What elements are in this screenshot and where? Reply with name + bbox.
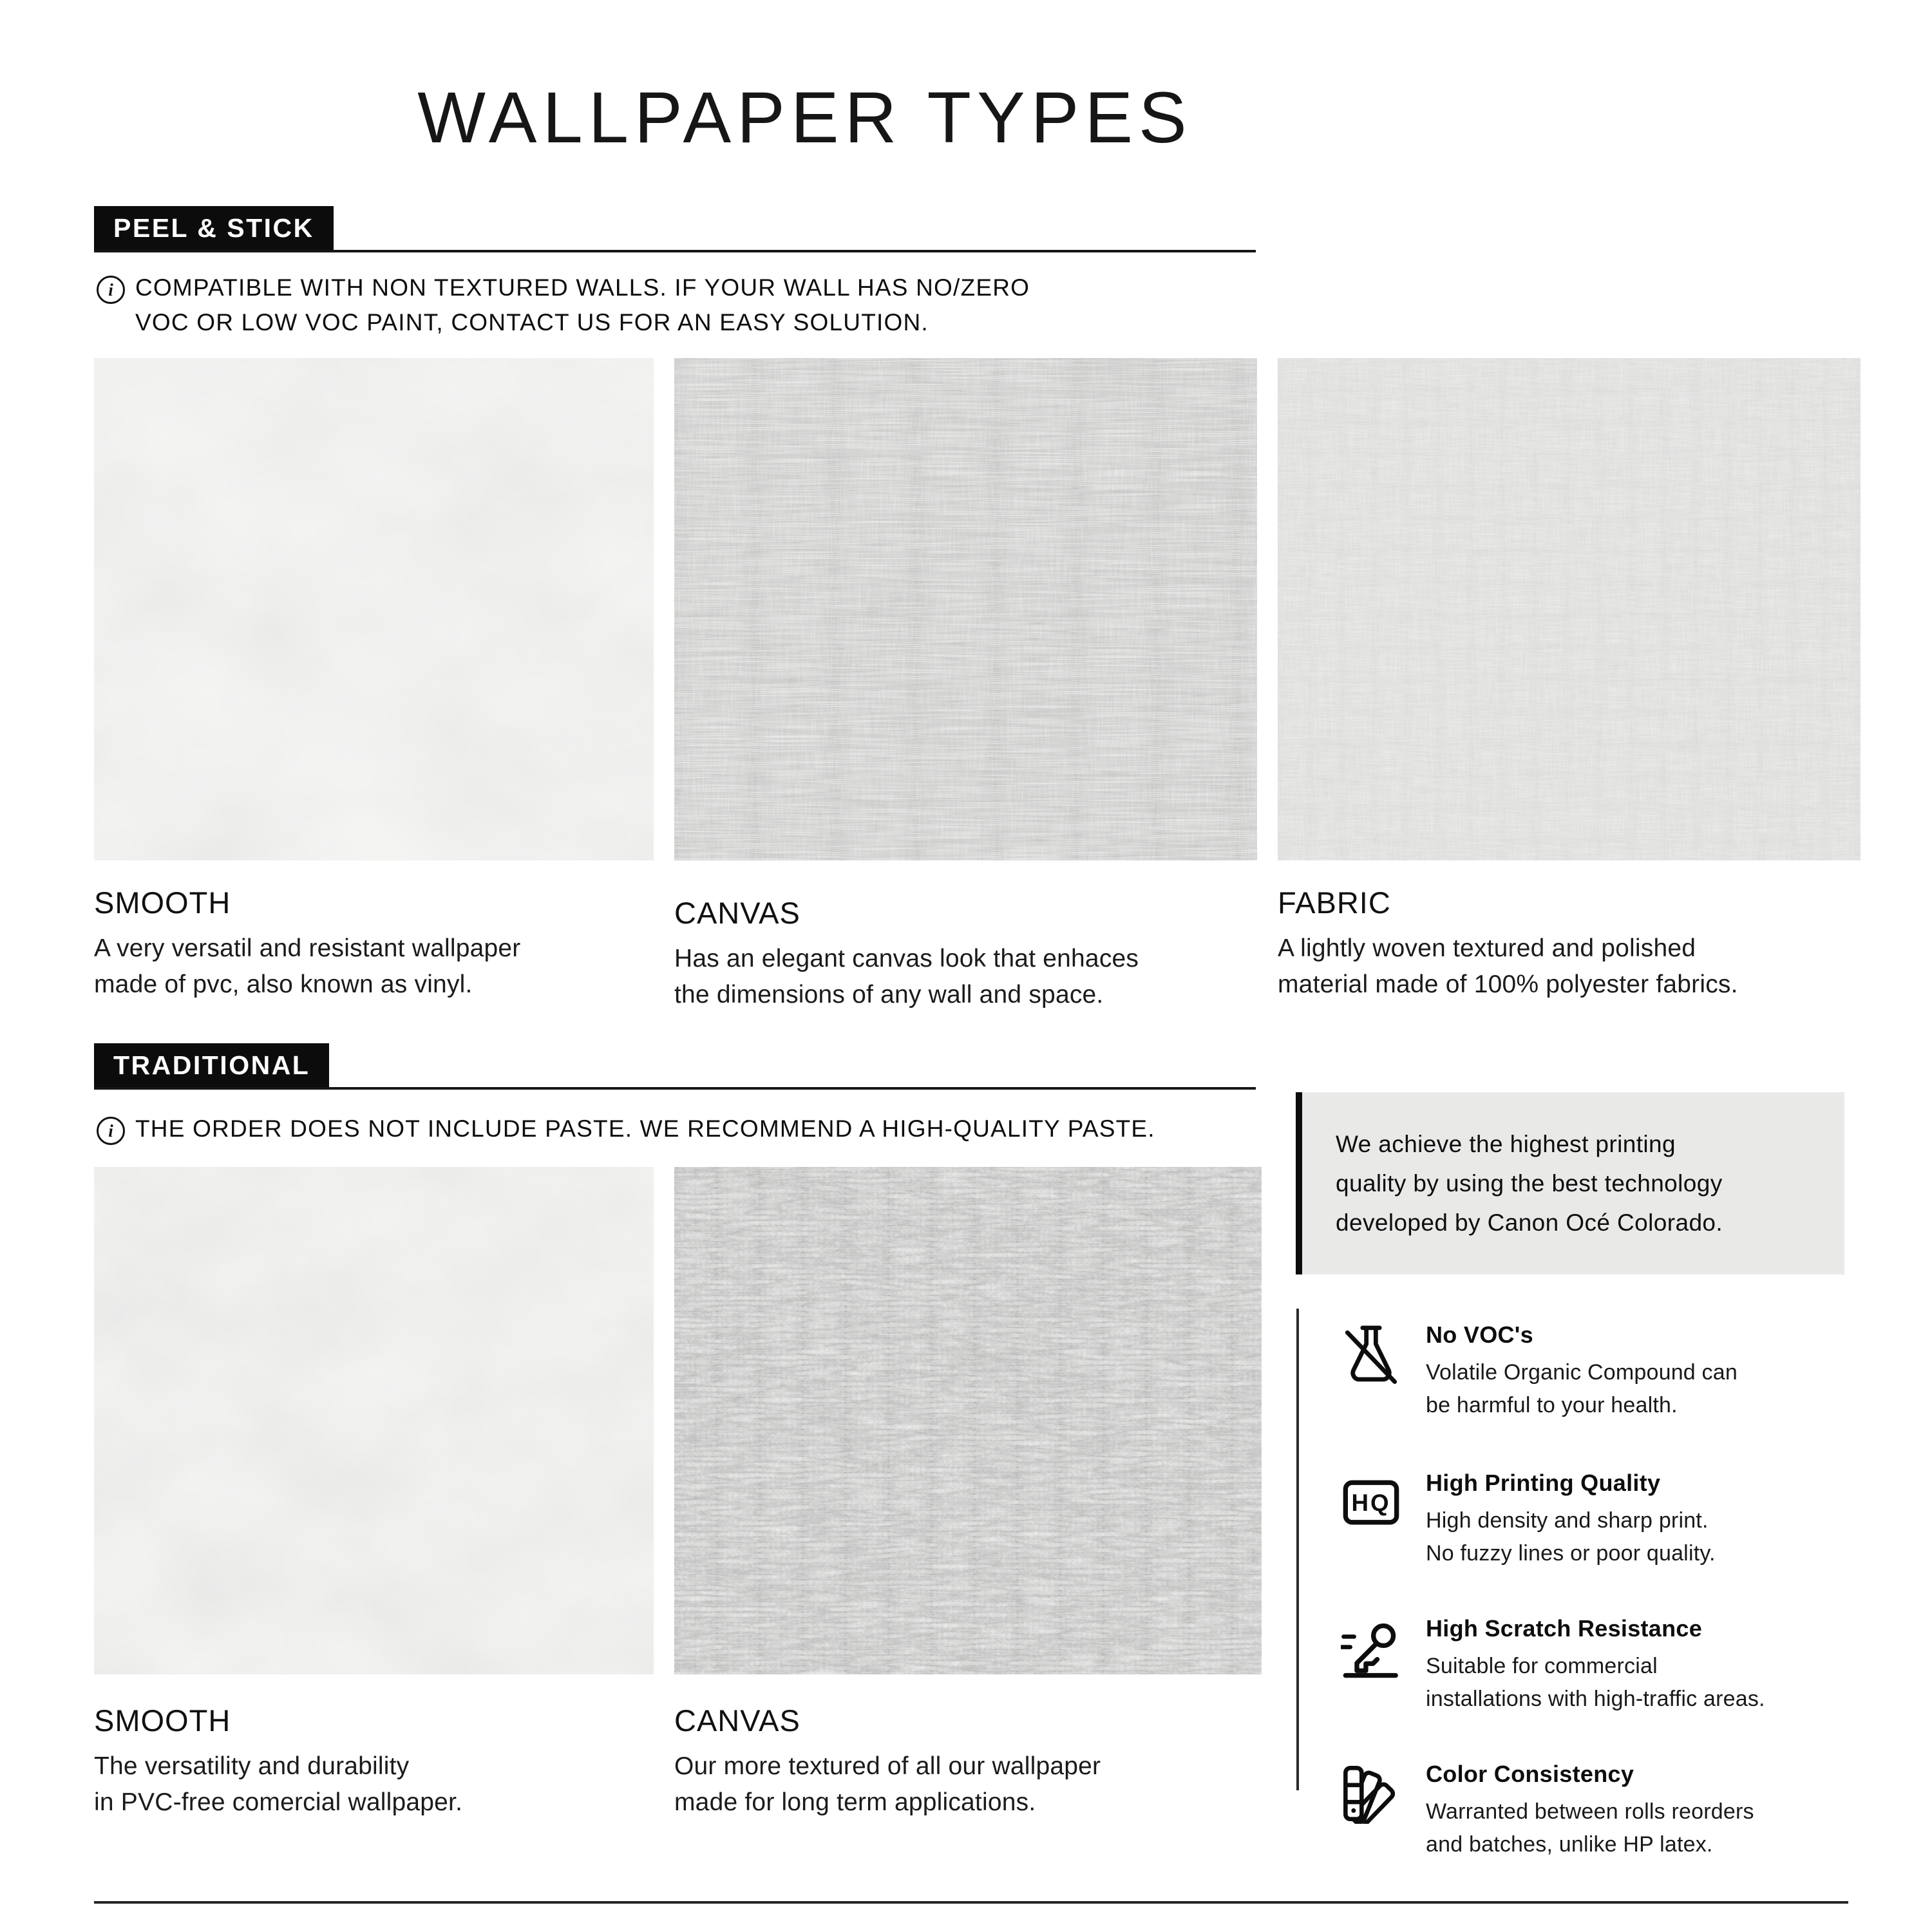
swatch-name: SMOOTH bbox=[94, 1703, 231, 1738]
feature-description-line: Warranted between rolls reorders bbox=[1426, 1799, 1754, 1824]
swatch-card bbox=[94, 358, 654, 1013]
feature-description-line: installations with high-traffic areas. bbox=[1426, 1687, 1765, 1711]
swatch-description-line: material made of 100% polyester fabrics. bbox=[1278, 971, 1738, 998]
swatch-texture-woven-polyester-image bbox=[1278, 358, 1861, 860]
peel-stick-note bbox=[97, 270, 1030, 340]
feature-row-high-printing-quality bbox=[1341, 1470, 1716, 1570]
swatch-description-line: in PVC-free comercial wallpaper. bbox=[94, 1788, 463, 1816]
quality-highlight-line: developed by Canon Océ Colorado. bbox=[1336, 1209, 1723, 1236]
traditional-swatch-row bbox=[94, 1167, 1262, 1821]
swatch-name: CANVAS bbox=[674, 896, 800, 930]
note-line: VOC OR LOW VOC PAINT, CONTACT US FOR AN EASY SOLUTION. bbox=[135, 309, 929, 336]
swatch-description-line: made for long term applications. bbox=[674, 1788, 1036, 1816]
section-label-peel-stick: PEEL & STICK bbox=[94, 206, 334, 250]
quality-highlight-box bbox=[1296, 1092, 1844, 1274]
swatch-description-line: The versatility and durability bbox=[94, 1752, 410, 1780]
feature-title: High Printing Quality bbox=[1426, 1470, 1661, 1496]
color-swatches-icon bbox=[1341, 1763, 1401, 1824]
swatch-texture-rough-canvas-image bbox=[674, 1167, 1262, 1674]
swatch-name: SMOOTH bbox=[94, 886, 231, 920]
section-traditional-header bbox=[94, 1043, 1256, 1090]
no-voc-flask-icon bbox=[1341, 1324, 1401, 1385]
feature-description-line: and batches, unlike HP latex. bbox=[1426, 1832, 1713, 1857]
swatch-card bbox=[674, 358, 1257, 1013]
swatch-card bbox=[1278, 358, 1861, 1013]
swatch-description-line: the dimensions of any wall and space. bbox=[674, 981, 1104, 1009]
feature-description-line: Suitable for commercial bbox=[1426, 1654, 1658, 1678]
page-title: WALLPAPER TYPES bbox=[417, 77, 1193, 158]
feature-description-line: Volatile Organic Compound can bbox=[1426, 1360, 1738, 1385]
swatch-name: CANVAS bbox=[674, 1703, 800, 1738]
note-line: COMPATIBLE WITH NON TEXTURED WALLS. IF YOUR WALL HAS NO/ZERO bbox=[135, 274, 1030, 301]
section-label-traditional: TRADITIONAL bbox=[94, 1043, 329, 1087]
swatch-description-line: Has an elegant canvas look that enhaces bbox=[674, 945, 1139, 972]
feature-description-line: High density and sharp print. bbox=[1426, 1508, 1709, 1533]
swatch-card bbox=[94, 1167, 654, 1821]
scratch-resistance-key-icon bbox=[1341, 1618, 1401, 1678]
feature-title: Color Consistency bbox=[1426, 1761, 1634, 1787]
swatch-name: FABRIC bbox=[1278, 886, 1391, 920]
note-line: THE ORDER DOES NOT INCLUDE PASTE. WE RECOMMEND A HIGH-QUALITY PASTE. bbox=[135, 1115, 1155, 1142]
feature-row-high-scratch-resistance bbox=[1341, 1615, 1765, 1716]
feature-title: High Scratch Resistance bbox=[1426, 1615, 1703, 1642]
feature-row-no-vocs bbox=[1341, 1321, 1738, 1422]
swatch-description-line: A lightly woven textured and polished bbox=[1278, 934, 1696, 962]
feature-title: No VOC's bbox=[1426, 1321, 1533, 1348]
traditional-note bbox=[97, 1112, 1155, 1146]
hq-badge-label: HQ bbox=[1351, 1490, 1391, 1517]
section-peel-stick-header bbox=[94, 206, 1256, 252]
swatch-texture-smooth-vinyl-image bbox=[94, 358, 654, 860]
feature-description-line: No fuzzy lines or poor quality. bbox=[1426, 1541, 1716, 1566]
bottom-rule bbox=[94, 1901, 1848, 1904]
swatch-description-line: A very versatil and resistant wallpaper bbox=[94, 934, 521, 962]
quality-highlight-line: We achieve the highest printing bbox=[1336, 1131, 1676, 1157]
feature-row-color-consistency bbox=[1341, 1761, 1754, 1861]
swatch-description-line: made of pvc, also known as vinyl. bbox=[94, 971, 473, 998]
swatch-texture-smooth-pvc-free-image bbox=[94, 1167, 654, 1674]
features-divider-line bbox=[1296, 1309, 1299, 1790]
quality-highlight-line: quality by using the best technology bbox=[1336, 1170, 1723, 1197]
peel-stick-swatch-row bbox=[94, 358, 1861, 1013]
swatch-card bbox=[674, 1167, 1262, 1821]
info-icon: i bbox=[97, 1117, 125, 1145]
info-icon: i bbox=[97, 276, 125, 304]
swatch-description-line: Our more textured of all our wallpaper bbox=[674, 1752, 1101, 1780]
hq-badge-icon bbox=[1341, 1472, 1401, 1533]
feature-description-line: be harmful to your health. bbox=[1426, 1393, 1678, 1417]
swatch-texture-fine-canvas-image bbox=[674, 358, 1257, 860]
